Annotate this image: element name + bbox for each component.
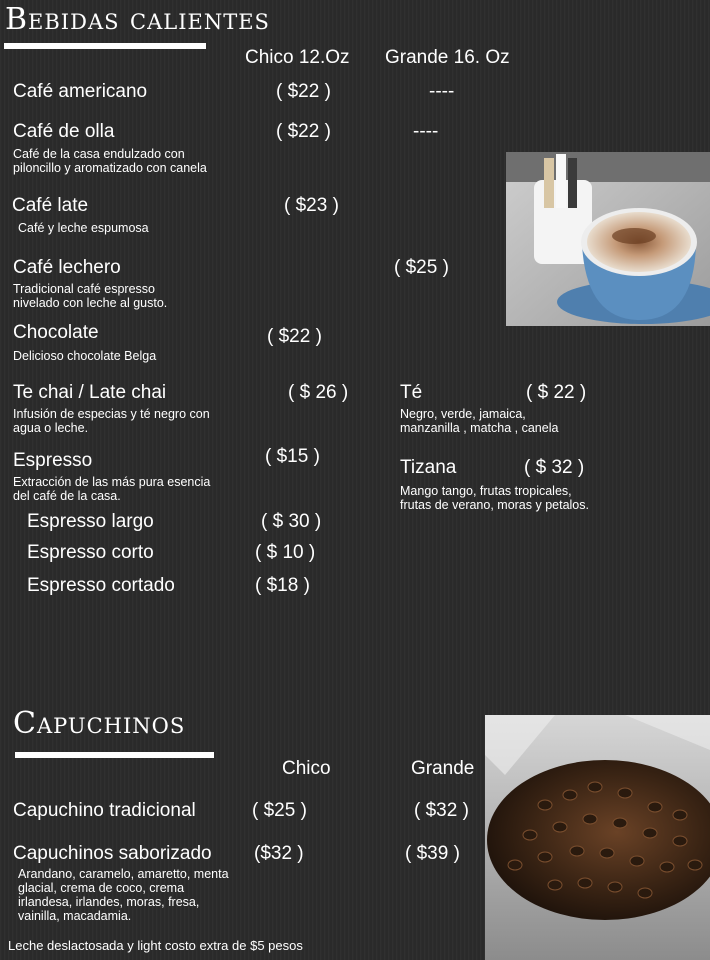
item-price: ( $18 ) (255, 575, 310, 596)
item-name: Capuchinos saborizado (13, 843, 212, 864)
item-name: Café de olla (13, 121, 115, 142)
item-description: Café y leche espumosa (18, 221, 149, 235)
tea-price: ( $ 22 ) (526, 382, 587, 403)
item-name: Café americano (13, 81, 148, 102)
cap-col-small: Chico (282, 758, 331, 779)
item-name: Café late (12, 195, 89, 216)
hot-col-large: Grande 16. Oz (385, 47, 510, 68)
item-name: Espresso cortado (27, 575, 175, 596)
item-price: ($32 ) (254, 843, 304, 864)
item-name: Café lechero (13, 257, 121, 278)
item-price: ( $23 ) (284, 195, 339, 216)
hot-title-underline (4, 43, 206, 49)
item-price: ( $ 10 ) (255, 542, 316, 563)
item-description: Infusión de especias y té negro con agua o leche. (13, 407, 210, 435)
item-name: Espresso corto (27, 542, 154, 563)
tizana-price: ( $ 32 ) (524, 457, 585, 478)
tea-name: Té (400, 382, 423, 403)
cap-title-underline (15, 752, 214, 758)
cappuccino-photo (506, 152, 710, 326)
hot-col-small: Chico 12.Oz (245, 47, 350, 68)
item-price-large: ( $39 ) (405, 843, 460, 864)
item-description: Extracción de las más pura esencia del café de la casa. (13, 475, 211, 503)
item-name: Chocolate (13, 322, 99, 343)
cap-col-large: Grande (411, 758, 475, 779)
item-price: ( $25 ) (252, 800, 307, 821)
cappuccino-cup-icon (506, 152, 710, 326)
item-price-large: ( $25 ) (394, 257, 449, 278)
tizana-name: Tizana (400, 457, 457, 478)
hot-section-title: Bebidas calientes (5, 2, 270, 37)
extra-cost-note: Leche deslactosada y light costo extra de $5 pesos (8, 938, 303, 953)
item-name: Espresso (13, 450, 93, 471)
item-description: Delicioso chocolate Belga (13, 349, 157, 363)
item-price: ( $ 30 ) (261, 511, 322, 532)
item-price: ( $22 ) (267, 326, 322, 347)
item-price: ( $ 26 ) (288, 382, 349, 403)
item-name: Capuchino tradicional (13, 800, 196, 821)
item-name: Espresso largo (27, 511, 154, 532)
item-description: Arandano, caramelo, amaretto, menta glacial, crema de coco, crema irlandesa, irlandes, moras, fresa, vainilla, macadamia. (18, 867, 229, 923)
coffee-beans-photo (485, 715, 710, 960)
tizana-description: Mango tango, frutas tropicales, frutas de verano, moras y petalos. (400, 484, 589, 512)
tea-description: Negro, verde, jamaica, manzanilla , matcha , canela (400, 407, 559, 435)
item-price-large: ---- (429, 81, 455, 102)
item-price-large: ---- (413, 121, 439, 142)
item-description: Café de la casa endulzado con piloncillo y aromatizado con canela (13, 147, 207, 175)
cap-section-title: Capuchinos (13, 706, 186, 741)
item-name: Te chai / Late chai (13, 382, 167, 403)
item-price: ( $22 ) (276, 121, 331, 142)
item-price-large: ( $32 ) (414, 800, 469, 821)
item-description: Tradicional café espresso nivelado con leche al gusto. (13, 282, 168, 310)
item-price: ( $22 ) (276, 81, 331, 102)
coffee-beans-icon (485, 715, 710, 960)
item-price: ( $15 ) (265, 446, 320, 467)
